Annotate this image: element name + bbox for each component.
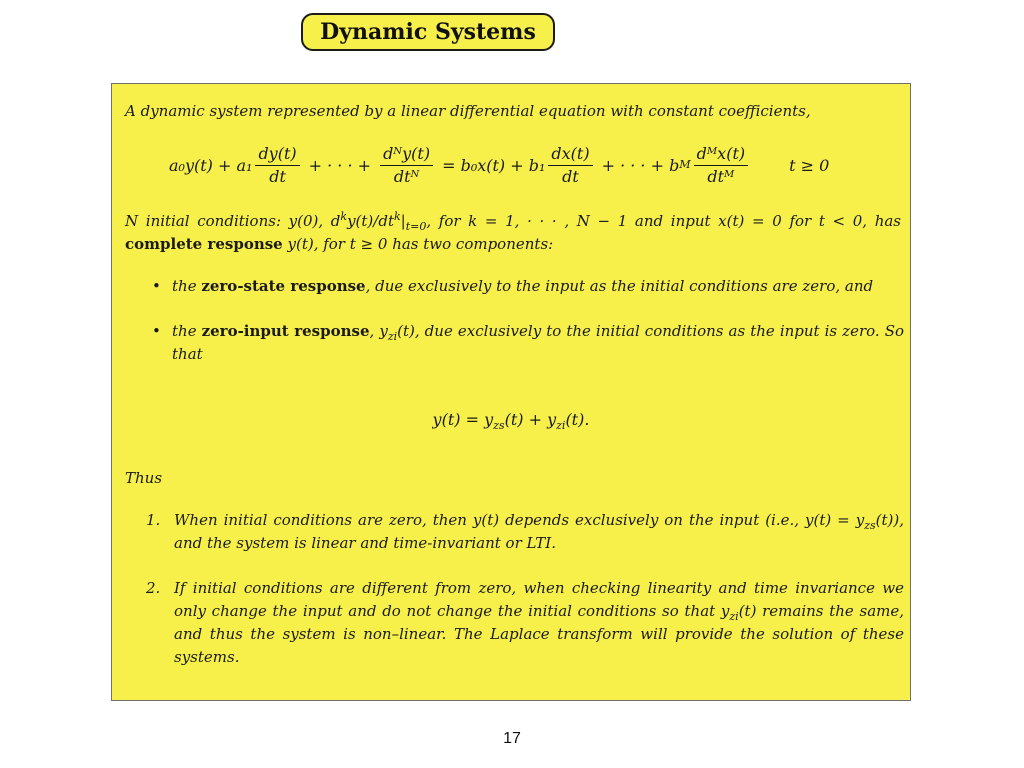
bullet-zero-state bbox=[150, 275, 904, 298]
eq-frac-dNy-dtN bbox=[380, 143, 433, 188]
bullet-marker: • bbox=[152, 277, 161, 295]
initial-conditions-text bbox=[125, 210, 901, 256]
conclusions-list bbox=[146, 509, 904, 669]
sum-equation bbox=[112, 408, 910, 431]
item-1-text-b: (t)), and the system is linear and time-invariant or LTI. bbox=[174, 511, 904, 552]
eq-dots-2: + · · · + b bbox=[601, 155, 680, 175]
bullet-1-post-b: (t), due exclusively to the initial conditions as the input is zero. So that bbox=[172, 322, 905, 363]
ic-part-1: N initial conditions: y(0), d bbox=[125, 212, 341, 230]
bullet-1-pre: the bbox=[172, 322, 202, 340]
eq-dtM-den: dtᴹ bbox=[707, 166, 735, 186]
eq-dx-num: dx(t) bbox=[548, 143, 592, 166]
bullet-marker: • bbox=[152, 322, 161, 340]
ic-k-sup-2: k bbox=[393, 210, 401, 223]
thus-label: Thus bbox=[125, 469, 163, 487]
ic-part-2: y(t)/dt bbox=[347, 212, 394, 230]
sum-eq-a: y(t) = y bbox=[432, 410, 494, 429]
sum-eq-b: (t) + y bbox=[504, 410, 557, 429]
eq-frac-dy-dt bbox=[255, 143, 299, 188]
sum-eq-zi: zi bbox=[556, 419, 566, 433]
bullet-0-post: , due exclusively to the input as the initial conditions are zero, and bbox=[365, 277, 874, 295]
sum-eq-zs: zs bbox=[493, 419, 505, 433]
item-1-sub: zs bbox=[864, 519, 876, 532]
item-2-text-a: If initial conditions are different from zero, when checking linearity and time invariance we only change the input and do not change the initial conditions so that y bbox=[174, 579, 904, 620]
item-1-text-a: When initial conditions are zero, then y(t) depends exclusively on the input (i.e., y(t) = y bbox=[174, 511, 865, 529]
item-2-sub: zi bbox=[729, 610, 739, 623]
eq-dNy-num: dᴺy(t) bbox=[380, 143, 433, 166]
item-number: 2. bbox=[146, 579, 161, 597]
eq-frac-dx-dt bbox=[548, 143, 592, 188]
eq-dMx-num: dᴹx(t) bbox=[694, 143, 749, 166]
response-components-list bbox=[150, 275, 904, 366]
eq-dt-den-2: dt bbox=[562, 166, 579, 186]
eq-dt-den: dt bbox=[269, 166, 286, 186]
ic-complete-response: complete response bbox=[125, 235, 283, 253]
ic-part-5: y(t), for t ≥ 0 has two components: bbox=[282, 235, 554, 253]
differential-equation: a₀y(t) + a₁ $\frac{dy(t)}{dt}$ + · · · + $\frac{\text{dᴺy(t)}}{\text{dtᴺ}}$ = b₀x(t) + b₁ $\frac{dx(t)}{dt}$ + · · · + b M $\frac{\text{dᴹx(t)}}{\text{dtᴹ}}$ t ≥ 0 bbox=[169, 143, 830, 186]
ic-t0-sub: t=0 bbox=[405, 220, 427, 233]
conclusion-item-1 bbox=[146, 509, 904, 555]
eq-dtN-den: dtᴺ bbox=[393, 166, 420, 186]
bullet-0-bold: zero-state response bbox=[201, 277, 366, 295]
bullet-0-pre: the bbox=[172, 277, 202, 295]
bullet-zero-input bbox=[150, 320, 904, 366]
bullet-1-post-a: , y bbox=[369, 322, 388, 340]
ic-part-3: | bbox=[400, 212, 406, 230]
item-number: 1. bbox=[146, 511, 161, 529]
eq-dots-1: + · · · + bbox=[308, 155, 372, 175]
eq-frac-dMx-dtM bbox=[694, 143, 749, 188]
bullet-1-sub: zi bbox=[387, 330, 398, 343]
content-panel bbox=[111, 83, 911, 701]
slide-title: Dynamic Systems bbox=[301, 13, 555, 51]
conclusion-item-2 bbox=[146, 577, 904, 669]
eq-dy-num: dy(t) bbox=[255, 143, 299, 166]
eq-rhs-b0: = b₀x(t) + b₁ bbox=[442, 155, 546, 175]
eq-a0-term: a₀y(t) + a₁ bbox=[169, 155, 253, 175]
bullet-1-bold: zero-input response bbox=[201, 322, 370, 340]
sum-eq-c: (t). bbox=[565, 410, 590, 429]
item-2-text-b: (t) remains the same, and thus the system is non–linear. The Laplace transform will provide the solution of these systems. bbox=[174, 602, 905, 666]
page-number: 17 bbox=[503, 730, 521, 747]
ic-part-4: , for k = 1, · · · , N − 1 and input x(t) = 0 for t < 0, has bbox=[426, 212, 901, 230]
intro-text: A dynamic system represented by a linear differential equation with constant coefficients, bbox=[125, 102, 811, 120]
eq-condition: t ≥ 0 bbox=[789, 155, 830, 175]
ic-k-sup: k bbox=[340, 210, 348, 223]
